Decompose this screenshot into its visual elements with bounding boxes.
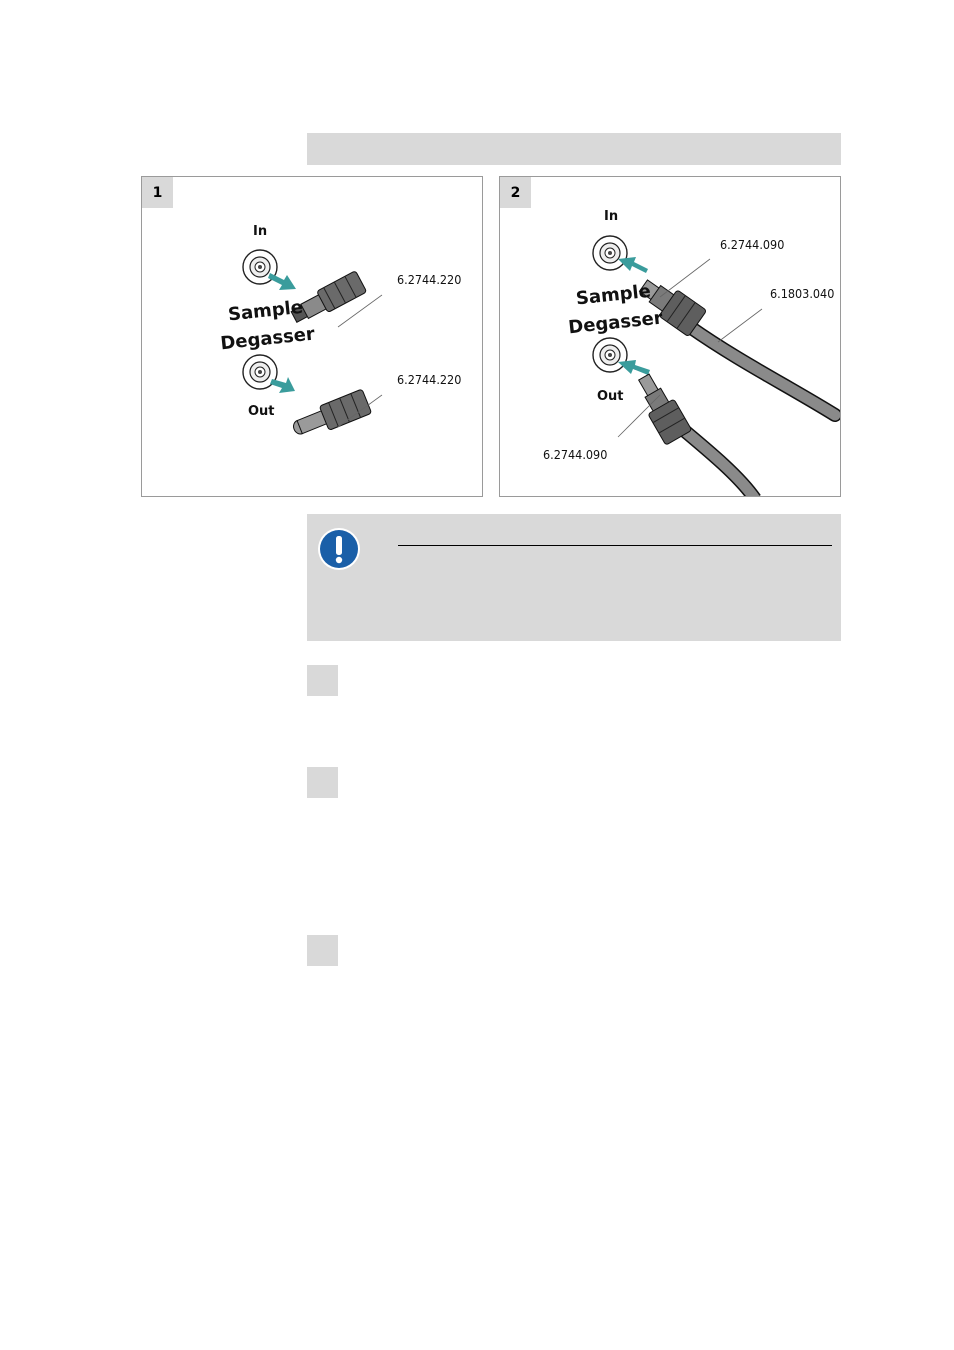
part-number-upper: 6.2744.220	[397, 272, 462, 287]
figure-1-number: 1	[142, 177, 173, 208]
module-label-line1: Sample	[574, 280, 652, 310]
step-marker-3	[307, 935, 338, 966]
step-marker-1	[307, 665, 338, 696]
port-out-label: Out	[248, 404, 275, 419]
module-label-line2: Degasser	[567, 307, 664, 339]
fitting-lower-icon	[290, 389, 372, 442]
port-out-icon	[593, 338, 627, 372]
module-label-line1: Sample	[227, 296, 304, 326]
figure-2-illustration	[500, 177, 840, 496]
part-number-lower: 6.2744.090	[543, 447, 608, 462]
fitting-lower-icon	[631, 370, 692, 446]
part-number-upper: 6.2744.090	[720, 237, 785, 252]
figure-1-illustration	[142, 177, 482, 496]
port-in-label: In	[604, 209, 619, 224]
figure-2	[499, 176, 841, 497]
insert-arrow-lower-icon	[618, 360, 650, 375]
exclamation-icon	[317, 527, 361, 571]
port-out-label: Out	[597, 389, 624, 404]
port-in-icon	[593, 236, 627, 270]
remove-arrow-upper-icon	[268, 273, 296, 290]
figure-1	[141, 176, 483, 497]
notice-divider	[398, 545, 832, 546]
figure-2-number: 2	[500, 177, 531, 208]
section-header-bar	[307, 133, 841, 165]
part-number-tube: 6.1803.040	[770, 286, 835, 301]
port-in-label: In	[253, 224, 268, 239]
module-label-line2: Degasser	[219, 323, 316, 355]
part-number-lower: 6.2744.220	[397, 372, 462, 387]
notice-box	[307, 514, 841, 641]
step-marker-2	[307, 767, 338, 798]
